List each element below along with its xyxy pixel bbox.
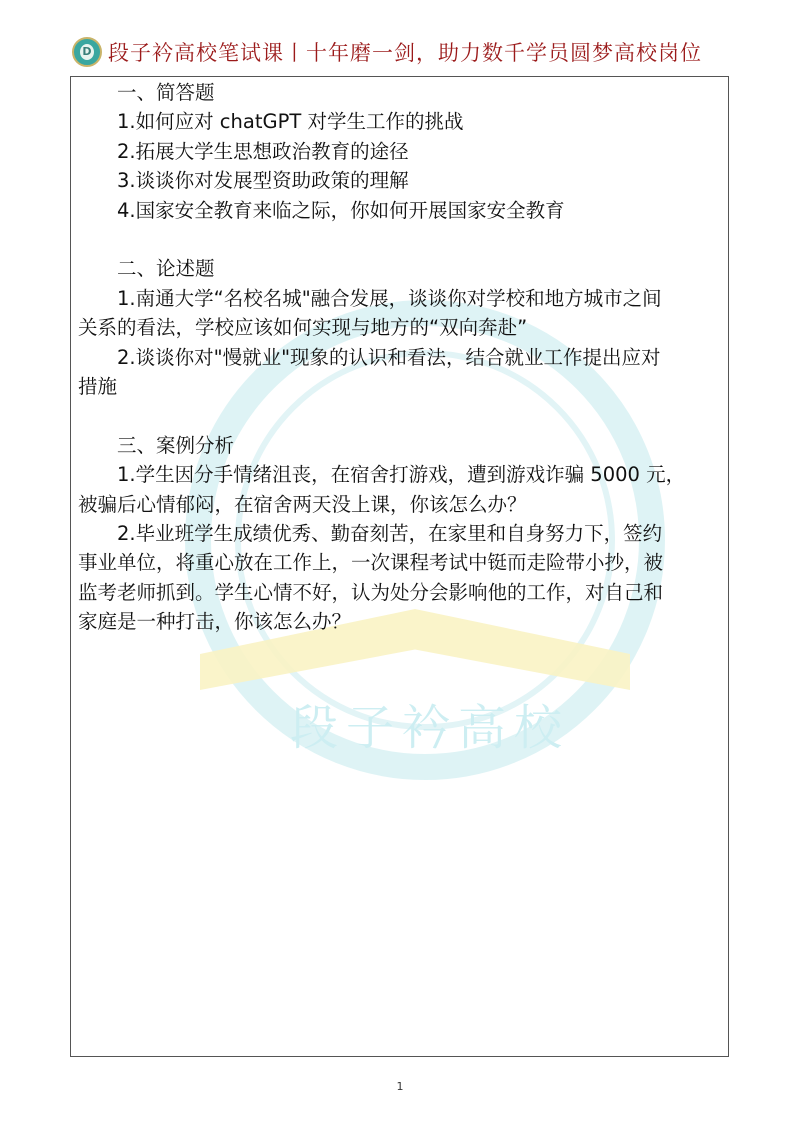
text-line: 2.毕业班学生成绩优秀、勤奋刻苦，在家里和自身努力下，签约 [117, 522, 663, 546]
list-item: 4.国家安全教育来临之际，你如何开展国家安全教育 [117, 198, 565, 222]
header-title: 段子衿高校笔试课丨十年磨一剑，助力数千学员圆梦高校岗位 [108, 41, 702, 65]
section-heading: 三、案例分析 [117, 433, 235, 457]
text-line: 被骗后心情郁闷，在宿舍两天没上课，你该怎么办？ [78, 492, 527, 516]
list-item: 3.谈谈你对发展型资助政策的理解 [117, 169, 409, 193]
text-line: 2.谈谈你对"慢就业"现象的认识和看法，结合就业工作提出应对 [117, 345, 661, 369]
text-line: 1.南通大学“名校名城"融合发展，谈谈你对学校和地方城市之间 [117, 286, 662, 310]
question-paragraph [78, 460, 723, 519]
list-item: 2.拓展大学生思想政治教育的途径 [117, 139, 409, 163]
text-line: 事业单位，将重心放在工作上，一次课程考试中铤而走险带小抄，被 [78, 551, 664, 575]
page-header [72, 34, 702, 70]
list-item: 1.如何应对 chatGPT 对学生工作的挑战 [117, 110, 464, 134]
text-line: 家庭是一种打击，你该怎么办？ [78, 610, 352, 634]
section-heading: 一、简答题 [117, 81, 215, 104]
section-heading: 二、论述题 [117, 257, 215, 281]
question-paragraph [78, 284, 723, 343]
text-line: 关系的看法，学校应该如何实现与地方的“双向奔赴” [78, 316, 528, 340]
page-number: 1 [396, 1080, 404, 1093]
watermark-text: 段子衿高校 [290, 700, 571, 756]
logo-icon: D [72, 37, 102, 67]
question-paragraph [78, 343, 723, 402]
question-paragraph [78, 519, 723, 637]
text-line: 监考老师抓到。学生心情不好，认为处分会影响他的工作，对自己和 [78, 580, 664, 604]
document-body [78, 78, 723, 637]
text-line: 措施 [78, 375, 118, 399]
text-line: 1.学生因分手情绪沮丧，在宿舍打游戏，遭到游戏诈骗 5000 元， [117, 463, 686, 487]
